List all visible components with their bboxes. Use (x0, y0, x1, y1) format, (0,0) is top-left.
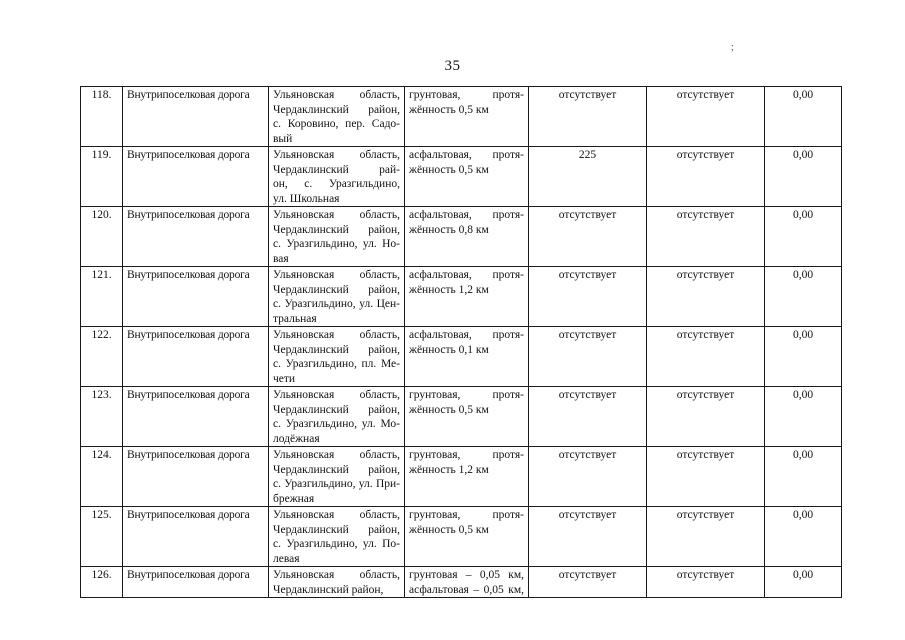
address-line: с. Уразгильдино, ул. Цен- (273, 298, 400, 310)
address-line: чети (273, 372, 296, 385)
address-line: вый (273, 132, 293, 145)
address-cell (269, 267, 405, 327)
surface-line: жённость 0,8 км (409, 223, 489, 236)
surface-line: жённость 0,5 км (409, 523, 489, 536)
table-row (81, 387, 842, 447)
address-line: Чердаклинский рай- (273, 163, 400, 176)
surface-cell (405, 327, 529, 387)
address-line: с. Уразгильдино, ул. Но- (273, 238, 400, 250)
surface-line: асфальтовая, протя- (409, 209, 524, 221)
address-line: Ульяновская область, (273, 509, 400, 521)
address-line: Ульяновская область, (273, 329, 400, 341)
table-row (81, 267, 842, 327)
column-6-cell: отсутствует (647, 207, 765, 267)
surface-line: асфальтовая, протя- (409, 149, 524, 161)
surface-cell (405, 267, 529, 327)
column-5-cell: отсутствует (529, 567, 647, 598)
address-line: Чердаклинский район, (273, 463, 400, 476)
object-name-cell: Внутрипоселковая дорога (123, 267, 269, 327)
column-7-cell: 0,00 (765, 87, 842, 147)
column-5-cell: отсутствует (529, 87, 647, 147)
address-cell (269, 507, 405, 567)
road-registry-table (80, 86, 842, 598)
surface-cell (405, 507, 529, 567)
address-line: левая (273, 552, 300, 565)
address-line: Чердаклинский район, (273, 283, 400, 296)
surface-line: асфальтовая, протя- (409, 329, 524, 341)
address-line: Ульяновская область, (273, 149, 400, 161)
column-7-cell: 0,00 (765, 387, 842, 447)
surface-line: жённость 1,2 км (409, 463, 489, 476)
address-line: с. Уразгильдино, ул. По- (273, 538, 400, 550)
surface-line: жённость 0,1 км (409, 343, 489, 356)
surface-line: жённость 0,5 км (409, 163, 489, 176)
column-5-cell: отсутствует (529, 327, 647, 387)
column-5-cell: 225 (529, 147, 647, 207)
row-number-cell: 125. (81, 507, 123, 567)
surface-line: грунтовая, протя- (409, 389, 524, 401)
object-name-cell: Внутрипоселковая дорога (123, 507, 269, 567)
address-line: Ульяновская область, (273, 389, 400, 401)
address-cell (269, 327, 405, 387)
address-line: Чердаклинский район, (273, 103, 400, 116)
address-cell (269, 147, 405, 207)
column-7-cell: 0,00 (765, 267, 842, 327)
surface-line: грунтовая, протя- (409, 449, 524, 461)
object-name-cell: Внутрипоселковая дорога (123, 207, 269, 267)
row-number-cell: 126. (81, 567, 123, 598)
column-6-cell: отсутствует (647, 267, 765, 327)
surface-cell (405, 147, 529, 207)
column-6-cell: отсутствует (647, 387, 765, 447)
address-line: вая (273, 252, 289, 265)
address-line: Чердаклинский район, (273, 403, 400, 416)
surface-line: грунтовая, протя- (409, 89, 524, 101)
surface-cell (405, 387, 529, 447)
object-name-cell: Внутрипоселковая дорога (123, 387, 269, 447)
corner-mark: ; (731, 42, 734, 53)
address-line: Ульяновская область, (273, 89, 400, 101)
address-line: ул. Школьная (273, 192, 340, 205)
column-6-cell: отсутствует (647, 447, 765, 507)
row-number-cell: 121. (81, 267, 123, 327)
surface-line: грунтовая, протя- (409, 509, 524, 521)
column-5-cell: отсутствует (529, 267, 647, 327)
address-line: Чердаклинский район, (273, 223, 400, 236)
address-cell (269, 387, 405, 447)
object-name-cell: Внутрипоселковая дорога (123, 447, 269, 507)
table-row (81, 507, 842, 567)
table-row (81, 567, 842, 598)
object-name-cell: Внутрипоселковая дорога (123, 327, 269, 387)
row-number-cell: 122. (81, 327, 123, 387)
address-line: с. Коровино, пер. Садо- (273, 118, 400, 130)
row-number-cell: 120. (81, 207, 123, 267)
address-cell (269, 87, 405, 147)
address-line: тральная (273, 312, 317, 325)
table-row (81, 327, 842, 387)
column-7-cell: 0,00 (765, 447, 842, 507)
surface-line: грунтовая – 0,05 км, (409, 569, 524, 581)
address-cell (269, 447, 405, 507)
row-number-cell: 118. (81, 87, 123, 147)
address-line: Чердаклинский район, (273, 583, 384, 596)
column-5-cell: отсутствует (529, 207, 647, 267)
column-6-cell: отсутствует (647, 147, 765, 207)
surface-cell (405, 447, 529, 507)
column-7-cell: 0,00 (765, 507, 842, 567)
address-line: Ульяновская область, (273, 569, 400, 581)
page-number: 35 (444, 58, 461, 74)
surface-line: жённость 0,5 км (409, 103, 489, 116)
surface-line: асфальтовая, протя- (409, 269, 524, 281)
row-number-cell: 119. (81, 147, 123, 207)
address-line: Ульяновская область, (273, 449, 400, 461)
column-7-cell: 0,00 (765, 147, 842, 207)
table-row (81, 147, 842, 207)
address-line: он, с. Уразгильдино, (273, 178, 400, 190)
column-7-cell: 0,00 (765, 327, 842, 387)
address-cell (269, 207, 405, 267)
column-6-cell: отсутствует (647, 567, 765, 598)
column-6-cell: отсутствует (647, 507, 765, 567)
surface-line: жённость 1,2 км (409, 283, 489, 296)
address-cell (269, 567, 405, 598)
object-name-cell: Внутрипоселковая дорога (123, 147, 269, 207)
surface-cell (405, 567, 529, 598)
surface-line: жённость 0,5 км (409, 403, 489, 416)
column-7-cell: 0,00 (765, 207, 842, 267)
surface-cell (405, 207, 529, 267)
address-line: брежная (273, 492, 315, 505)
table-row (81, 87, 842, 147)
address-line: с. Уразгильдино, пл. Ме- (273, 358, 400, 370)
column-5-cell: отсутствует (529, 507, 647, 567)
address-line: Ульяновская область, (273, 209, 400, 221)
surface-cell (405, 87, 529, 147)
surface-line: асфальтовая – 0,05 км, (409, 583, 524, 596)
address-line: Чердаклинский район, (273, 343, 400, 356)
address-line: с. Уразгильдино, ул. При- (273, 478, 400, 490)
row-number-cell: 124. (81, 447, 123, 507)
address-line: лодёжная (273, 432, 320, 445)
object-name-cell: Внутрипоселковая дорога (123, 567, 269, 598)
object-name-cell: Внутрипоселковая дорога (123, 87, 269, 147)
column-7-cell: 0,00 (765, 567, 842, 598)
column-6-cell: отсутствует (647, 87, 765, 147)
table-row (81, 447, 842, 507)
column-6-cell: отсутствует (647, 327, 765, 387)
address-line: с. Уразгильдино, ул. Мо- (273, 418, 400, 430)
address-line: Ульяновская область, (273, 269, 400, 281)
row-number-cell: 123. (81, 387, 123, 447)
table-row (81, 207, 842, 267)
column-5-cell: отсутствует (529, 387, 647, 447)
column-5-cell: отсутствует (529, 447, 647, 507)
address-line: Чердаклинский район, (273, 523, 400, 536)
